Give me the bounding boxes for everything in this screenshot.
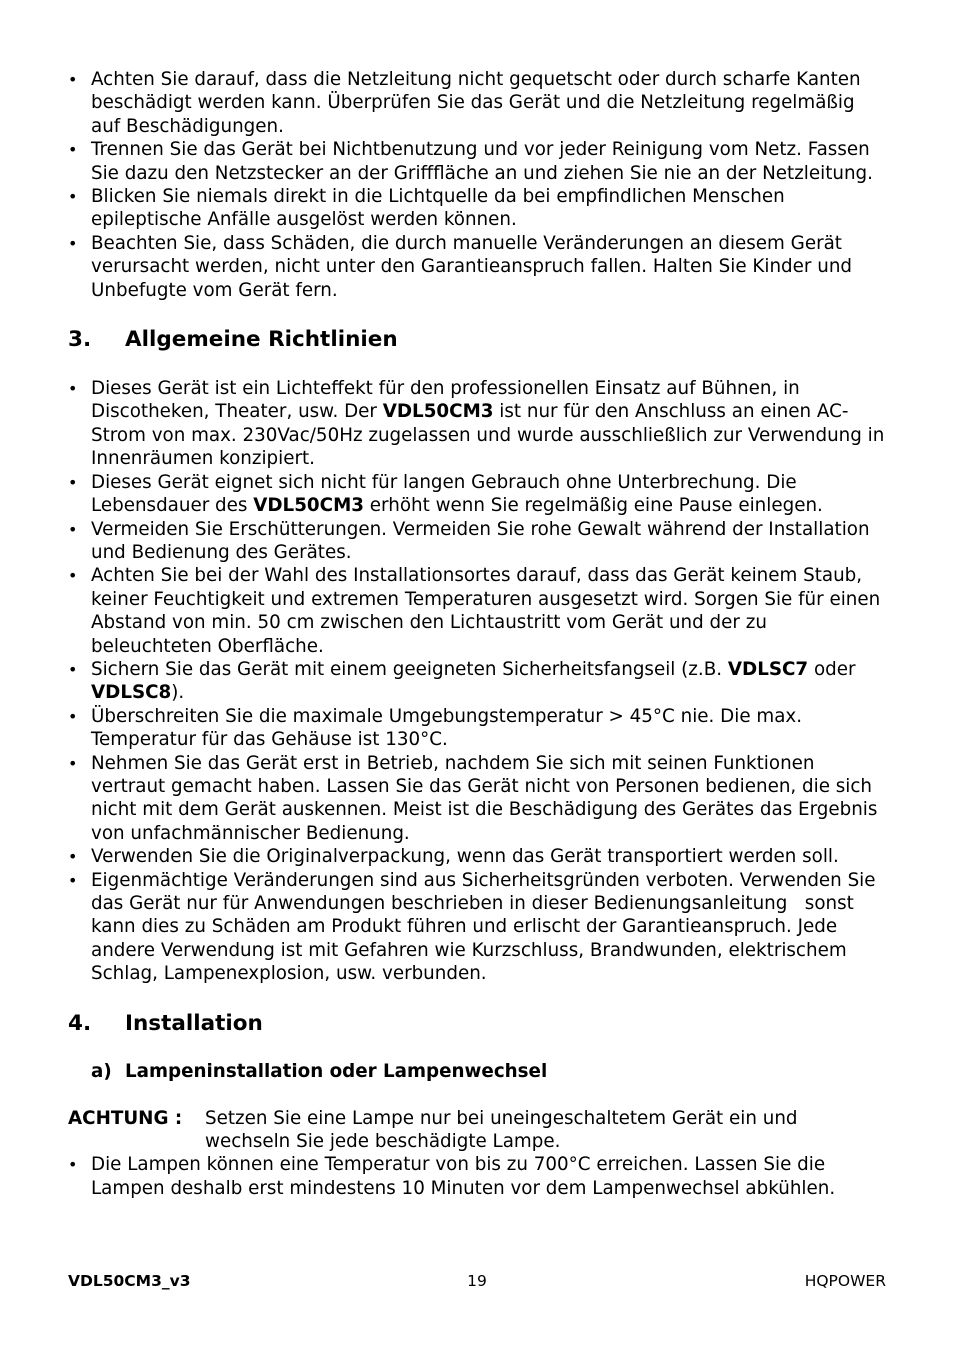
text-run: ist nur für den Anschluss an einen AC-Strom von max. 230Vac/50Hz zugelassen und wurde ausschließlich zur Verwendung in Innenräumen konzipiert. (91, 401, 885, 470)
list-item: • Verwenden Sie die Originalverpackung, wenn das Gerät transportiert werden soll. (68, 845, 888, 868)
section-number: 3. (68, 327, 92, 353)
list-item: • Achten Sie bei der Wahl des Installationsortes darauf, dass das Gerät keinem Staub, keiner Feuchtigkeit und extremen Temperaturen ausgesetzt wird. Sorgen Sie für einen Abstand von min. 50 cm zwischen den Lichtaustritt vom Gerät und der zu beleuchteten Oberfläche. (68, 564, 888, 658)
section-3-heading (68, 327, 888, 353)
brand-name: HQPOWER (804, 1272, 886, 1290)
list-item: • Blicken Sie niemals direkt in die Lichtquelle da bei empfindlichen Menschen epileptische Anfälle ausgelöst werden können. (68, 185, 888, 232)
subsection-title: Lampeninstallation oder Lampenwechsel (125, 1060, 548, 1082)
section-4-heading (68, 1011, 888, 1037)
list-item: • Trennen Sie das Gerät bei Nichtbenutzung und vor jeder Reinigung vom Netz. Fassen Sie dazu den Netzstecker an der Grifffläche an und ziehen Sie nie an der Netzleitung. (68, 138, 888, 185)
warning-text: Setzen Sie eine Lampe nur bei uneingeschaltetem Gerät ein und wechseln Sie jede beschädigte Lampe. (205, 1107, 798, 1153)
document-id: VDL50CM3_v3 (68, 1272, 191, 1290)
text-run: Dieses Gerät eignet sich nicht für langen Gebrauch ohne Unterbrechung. Die Lebensdauer des (91, 471, 797, 517)
list-item: • Beachten Sie, dass Schäden, die durch manuelle Veränderungen an diesem Gerät verursacht werden, nicht unter den Garantieanspruch fallen. Halten Sie Kinder und Unbefugte vom Gerät fern. (68, 232, 888, 302)
text-run: ). (171, 682, 185, 704)
list-item: • Nehmen Sie das Gerät erst in Betrieb, nachdem Sie sich mit seinen Funktionen vertraut gemacht haben. Lassen Sie das Gerät nicht von Personen bedienen, die sich nicht mit dem Gerät auskennen. Meist ist die Beschädigung des Gerätes das Ergebnis von unfachmännischer Bedienung. (68, 752, 888, 846)
text-run: Dieses Gerät ist ein Lichteffekt für den professionellen Einsatz auf Bühnen, in Discotheken, Theater, usw. Der (91, 378, 800, 423)
subsection-a-heading (68, 1060, 888, 1084)
text-run: oder (808, 658, 856, 680)
model-name: VDL50CM3 (253, 495, 364, 517)
text-run: erhöht wenn Sie regelmäßig eine Pause einlegen. (363, 495, 823, 517)
model-name: VDLSC7 (727, 658, 809, 680)
section-number: 4. (68, 1010, 92, 1036)
list-item: • Die Lampen können eine Temperatur von bis zu 700°C erreichen. Lassen Sie die Lampen deshalb erst mindestens 10 Minuten vor dem Lampenwechsel abkühlen. (68, 1153, 888, 1200)
page-footer (68, 1272, 886, 1294)
subsection-label: a) (91, 1060, 112, 1082)
page-content (68, 68, 888, 1200)
intro-bullet-list (68, 68, 888, 302)
list-item (68, 658, 888, 705)
list-item (68, 377, 888, 471)
list-item: • Achten Sie darauf, dass die Netzleitung nicht gequetscht oder durch scharfe Kanten beschädigt werden kann. Überprüfen Sie das Gerät und die Netzleitung regelmäßig auf Beschädigungen. (68, 68, 888, 138)
section-title: Allgemeine Richtlinien (125, 327, 398, 353)
list-item: • Überschreiten Sie die maximale Umgebungstemperatur > 45°C nie. Die max. Temperatur für das Gehäuse ist 130°C. (68, 705, 888, 752)
model-name: VDLSC8 (91, 682, 172, 704)
section-4-bullet-list (68, 1153, 888, 1200)
text-run: Sichern Sie das Gerät mit einem geeigneten Sicherheitsfangseil (z.B. (91, 658, 728, 680)
warning-note (68, 1107, 888, 1154)
section-3-bullet-list (68, 377, 888, 986)
list-item: • Eigenmächtige Veränderungen sind aus Sicherheitsgründen verboten. Verwenden Sie das Gerät nur für Anwendungen beschrieben in dieser Bedienungsanleitung sonst kann dies zu Schäden am Produkt führen und erlischt der Garantieanspruch. Jede andere Verwendung ist mit Gefahren wie Kurzschluss, Brandwunden, elektrischem Schlag, Lampenexplosion, usw. verbunden. (68, 869, 888, 986)
page-number: 19 (467, 1272, 487, 1290)
list-item (68, 471, 888, 518)
warning-label: ACHTUNG : (68, 1107, 183, 1129)
model-name: VDL50CM3 (382, 401, 494, 423)
section-title: Installation (125, 1010, 263, 1036)
list-item: • Vermeiden Sie Erschütterungen. Vermeiden Sie rohe Gewalt während der Installation und Bedienung des Gerätes. (68, 518, 888, 565)
